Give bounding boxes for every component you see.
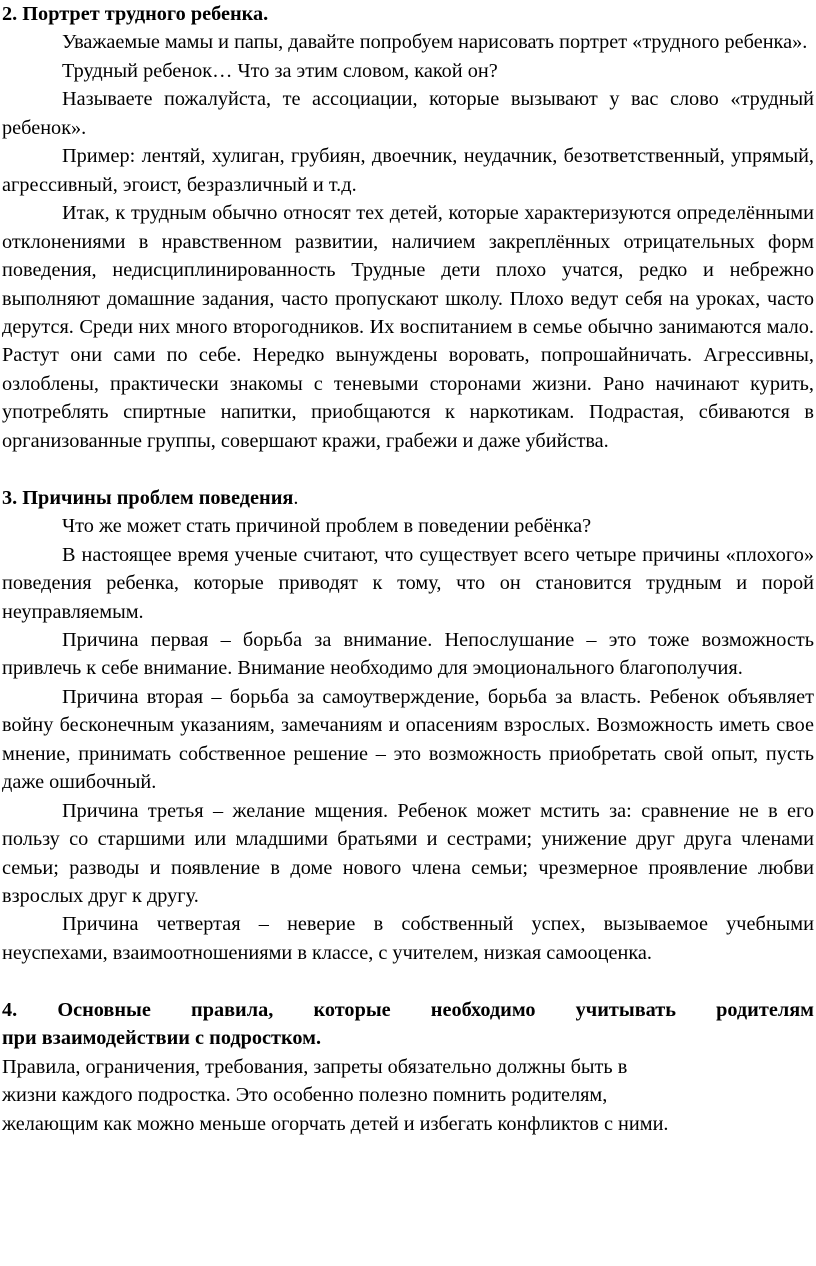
section-3-paragraph-5: Причина третья – желание мщения. Ребенок может мстить за: сравнение не в его пользу со старшими или младшими братьями и сестрами; унижение друг друга членами семьи; разводы и появление в доме нового члена семьи; чрезмерное проявление любви взрослых друг к другу.: [2, 799, 814, 908]
blank-line: [2, 455, 816, 483]
section-2-paragraph-2: Трудный ребенок… Что за этим словом, какой он?: [62, 59, 498, 82]
section-2-paragraph-3: Называете пожалуйста, те ассоциации, которые вызывают у вас слово «трудный ребенок».: [2, 88, 814, 139]
section-3-heading-text: 3. Причины проблем поведения: [2, 486, 294, 509]
section-4-line-2: жизни каждого подростка. Это особенно полезно помнить родителям,: [2, 1084, 608, 1107]
section-3-paragraph-3: Причина первая – борьба за внимание. Непослушание – это тоже возможность привлечь к себе внимание. Внимание необходимо для эмоционального благополучия.: [2, 628, 814, 680]
section-4-line-1: Правила, ограничения, требования, запреты обязательно должны быть в: [2, 1055, 628, 1078]
section-2-paragraph-5: Итак, к трудным обычно относят тех детей, которые характеризуются определёнными отклонениями в нравственном развитии, наличием закреплённых отрицательных форм поведения, недисциплинированность Трудные дети плохо учатся, редко и небрежно выполняют домашние задания, часто пропускают школу. Плохо ведут себя на уроках, часто дерутся. Среди них много второгодников. Их воспитанием в семье обычно занимаются мало. Растут они сами по себе. Нередко вынуждены воровать, попрошайничать. Агрессивны, озлоблены, практически знакомы с теневыми сторонами жизни. Рано начинают курить, употреблять спиртные напитки, приобщаются к наркотикам. Подрастая, сбиваются в организованные группы, совершают кражи, грабежи и даже убийства.: [2, 202, 814, 452]
section-3-paragraph-4: Причина вторая – борьба за самоутверждение, борьба за власть. Ребенок объявляет войну бесконечным указаниям, замечаниям и опасениям взрослых. Возможность иметь свое мнение, принимать собственное решение – это возможность приобретать свой опыт, пусть даже ошибочный.: [2, 685, 814, 794]
section-4-heading-line-1: 4. Основные правила, которые необходимо учитывать родителям: [2, 998, 814, 1021]
section-4-line-3: желающим как можно меньше огорчать детей и избегать конфликтов с ними.: [2, 1112, 669, 1135]
section-3-paragraph-1: Что же может стать причиной проблем в поведении ребёнка?: [62, 515, 592, 538]
section-3-heading-period: .: [293, 486, 299, 509]
section-2-paragraph-4: Пример: лентяй, хулиган, грубиян, двоечник, неудачник, безответственный, упрямый, агрессивный, эгоист, безразличный и т.д.: [2, 145, 814, 196]
blank-line: [2, 967, 816, 995]
section-2-heading: 2. Портрет трудного ребенка.: [2, 3, 269, 25]
section-4-heading-line-2: при взаимодействии с подростком.: [2, 1027, 322, 1050]
section-3-heading: [2, 484, 816, 512]
section-3-paragraph-6: Причина четвертая – неверие в собственный успех, вызываемое учебными неуспехами, взаимоотношениями в классе, с учителем, низкая самооценка.: [2, 913, 814, 964]
section-3-paragraph-2: В настоящее время ученые считают, что существует всего четыре причины «плохого» поведения ребенка, которые приводят к тому, что он становится трудным и порой неуправляемым.: [2, 543, 814, 623]
section-2-paragraph-1: Уважаемые мамы и папы, давайте попробуем нарисовать портрет «трудного ребенка».: [62, 31, 808, 54]
